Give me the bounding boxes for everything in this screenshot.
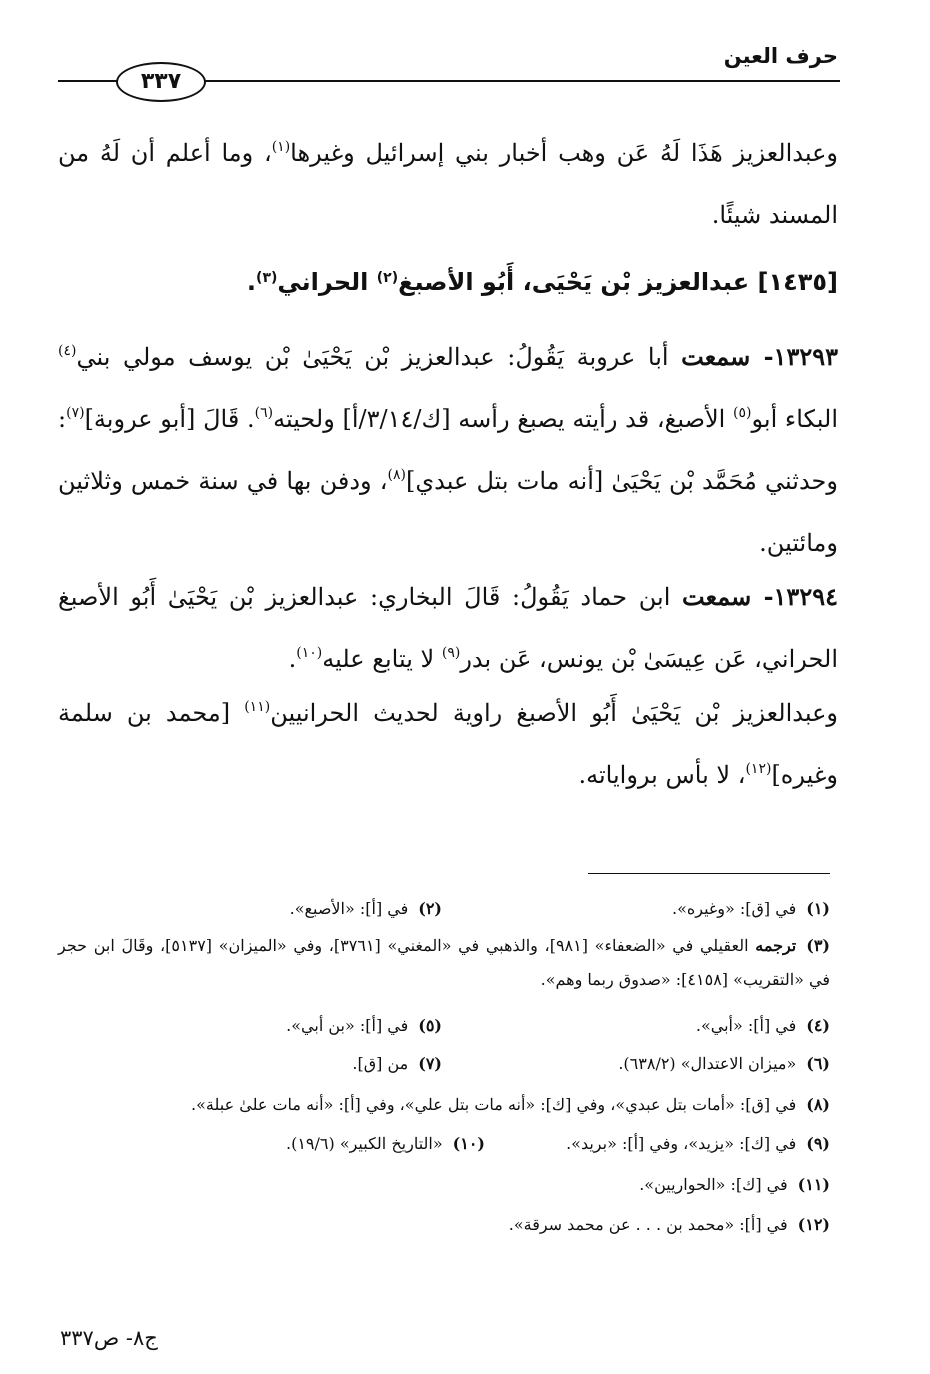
footnote-text: من [ق]. [352, 1054, 409, 1073]
footnote-ref-6: (٦) [254, 405, 274, 421]
footnote-text: في [أ]: «الأصبع». [289, 899, 409, 918]
footnote-2 [290, 896, 442, 922]
paragraph-text: : وحدثني مُحَمَّد بْن يَحْيَىٰ [أنه مات بتل عبدي] [58, 405, 838, 495]
paragraph-13293 [58, 326, 838, 574]
paragraph-text: ، ودفن بها في سنة خمس وثلاثين ومائتين. [58, 467, 838, 557]
footnote-text: «ميزان الاعتدال» (٦٣٨/٢). [618, 1054, 797, 1073]
footnote-text: في [ق]: «وغيره». [672, 899, 797, 918]
footnote-3 [58, 929, 830, 997]
paragraph-text: لا يتابع عليه [322, 645, 442, 673]
paragraph-text: . قَالَ [أبو عروبة] [84, 405, 255, 433]
footnote-ref-10: (١٠) [296, 645, 323, 661]
footnote-8 [191, 1092, 830, 1118]
footnote-number: (٩) [806, 1134, 830, 1153]
footnote-ref-9: (٩) [441, 645, 461, 661]
footnote-11 [639, 1172, 830, 1198]
paragraph-1 [58, 122, 838, 246]
footnote-number: (١٢) [797, 1215, 830, 1234]
paragraph-1-text-rest: ، وما أعلم أن لَهُ من المسند شيئًا. [58, 139, 838, 229]
paragraph-13294 [58, 566, 838, 690]
paragraph-text: الأصبغ، قد رأيته يصبغ رأسه [ك/٣/١٤/أ] ولحيته [273, 405, 734, 433]
footnote-ref-11: (١١) [244, 699, 271, 715]
footnote-number: (١١) [797, 1175, 830, 1194]
page-number: ٣٣٧ [140, 69, 182, 94]
footnote-number: (٥) [418, 1016, 442, 1035]
footnote-keyword: ترجمه [755, 936, 797, 955]
paragraph-text: ابن حماد يَقُولُ: قَالَ البخاري: عبدالعزيز بْن يَحْيَىٰ أَبُو الأصبغ الحراني، عَن عِيسَىٰ بْن يونس، عَن بدر [58, 583, 838, 673]
footnote-ref-12: (١٢) [745, 761, 772, 777]
footnote-text: في [ق]: «أمات بتل عبدي»، وفي [ك]: «أنه مات بتل علي»، وفي [أ]: «أنه مات علىٰ عبلة». [191, 1095, 797, 1114]
paragraph-4 [58, 682, 838, 806]
footnote-number: (٧) [418, 1054, 442, 1073]
volume-page-marker: ج٨- ص٣٣٧ [60, 1326, 158, 1350]
footnote-separator [588, 873, 830, 874]
footnote-text: في [ك]: «يزيد»، وفي [أ]: «بريد». [566, 1134, 797, 1153]
footnote-1 [672, 896, 830, 922]
footnote-5 [286, 1013, 442, 1039]
footnote-ref-4: (٤) [58, 343, 77, 359]
running-head: حرف العين [723, 44, 838, 68]
footnote-text: «التاريخ الكبير» (١٩/٦). [285, 1134, 443, 1153]
paragraph-text: . [288, 645, 297, 673]
footnote-ref-2: (٢) [376, 270, 399, 286]
paragraph-text: [محمد بن سلمة وغيره] [58, 699, 838, 789]
footnote-number: (٦) [806, 1054, 830, 1073]
footnote-9 [566, 1131, 830, 1157]
footnote-text: في [ك]: «الحواريين». [639, 1175, 788, 1194]
footnote-4 [696, 1013, 830, 1039]
entry-heading-end: . [246, 268, 257, 296]
footnote-text: في [أ]: «بن أبي». [286, 1016, 409, 1035]
footnote-text: العقيلي في «الضعفاء» [٩٨١]، والذهبي في «المغني» [٣٧٦١]، وفي «الميزان» [٥١٣٧]، وقَالَ ابن حجر في «التقريب» [٤١٥٨]: «صدوق ربما وهم». [58, 936, 830, 989]
footnote-number: (٨) [806, 1095, 830, 1114]
footnote-7 [352, 1051, 442, 1077]
paragraph-text: البكاء أبو [751, 405, 838, 433]
footnote-ref-7: (٧) [66, 405, 85, 421]
footnote-ref-5: (٥) [733, 405, 752, 421]
footnote-6 [618, 1051, 830, 1077]
paragraph-1-text: وعبدالعزيز هَذَا لَهُ عَن وهب أخبار بني إسرائيل وغيرها [290, 139, 838, 167]
report-number: ١٣٢٩٤- [751, 582, 838, 611]
footnote-text: في [أ]: «محمد بن . . . عن محمد سرقة». [508, 1215, 788, 1234]
footnote-number: (١) [806, 899, 830, 918]
report-number: ١٣٢٩٣- [750, 342, 838, 371]
paragraph-text: ، لا بأس برواياته. [578, 761, 746, 789]
footnote-number: (٢) [418, 899, 442, 918]
footnote-number: (١٠) [452, 1134, 485, 1153]
footnote-ref-3: (٣) [256, 270, 278, 286]
entry-heading-text-2: الحراني [277, 268, 377, 296]
page-number-oval [116, 62, 206, 102]
paragraph-text: أبا عروبة يَقُولُ: عبدالعزيز بْن يَحْيَىٰ بْن يوسف مولي بني [76, 343, 682, 371]
paragraph-text: وعبدالعزيز بْن يَحْيَىٰ أَبُو الأصبغ راوية لحديث الحرانيين [270, 699, 838, 727]
entry-heading-text: [١٤٣٥] عبدالعزيز بْن يَحْيَى، أَبُو الأصبغ [398, 268, 838, 296]
footnote-10 [286, 1131, 485, 1157]
footnote-ref-1: (١) [271, 139, 291, 155]
footnote-number: (٤) [806, 1016, 830, 1035]
footnote-ref-8: (٨) [387, 467, 407, 483]
footnote-number: (٣) [806, 936, 830, 955]
footnote-text: في [أ]: «أبي». [695, 1016, 797, 1035]
footnote-12 [509, 1212, 830, 1238]
entry-heading [58, 262, 838, 302]
keyword-heard: سمعت [682, 582, 752, 611]
keyword-heard: سمعت [681, 342, 751, 371]
